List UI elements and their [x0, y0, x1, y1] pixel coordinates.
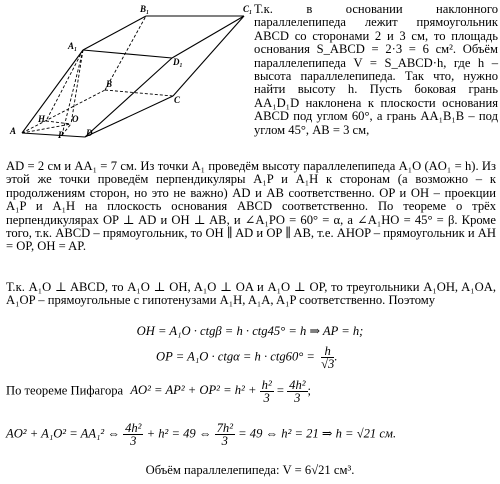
- label-o: O: [72, 114, 79, 124]
- equation-pythagoras: [6, 379, 311, 404]
- edge-d1a1: [83, 50, 172, 58]
- edge-dc: [85, 96, 173, 137]
- label-c: C: [174, 95, 181, 105]
- fraction-h-sqrt3-den: √3: [321, 357, 335, 371]
- equation-oh-text: OH = A₁O · ctgβ = h · ctg45° = h ⇒ AP = h;: [136, 324, 364, 338]
- equation-height-b: + h² = 49 ⇔: [146, 426, 212, 441]
- equation-oh: [0, 323, 500, 339]
- fraction-h2-3-den: 3: [263, 391, 270, 405]
- label-b1: B₁: [140, 4, 150, 14]
- fraction-h2-3-num: h²: [261, 378, 272, 392]
- fraction-h-sqrt3-num: h: [321, 345, 334, 358]
- parallelepiped-figure: [0, 0, 253, 140]
- label-d1: D₁: [173, 57, 183, 67]
- label-a1: A₁: [68, 41, 78, 51]
- pythagoras-left: AO² = AP² + OP² = h² +: [130, 383, 257, 398]
- paragraph-intro: Т.к. в основании наклонного параллелепипеда лежит прямоугольник ABCD со сторонами 2 и 3 см, то площадь основания S_ABCD = 2·3 = 6 см². Объём параллелепипеда V = S_ABCD·h, где h – высота параллелепипеда. Так что, нужно найти высоту h. Пусть боковая грань AA₁D₁D наклонена к плоскости основания ABCD под углом 60°, а грань AA₁B₁B – под углом 45°, AB = 3 см,: [254, 2, 498, 137]
- segment-ho: [46, 121, 71, 124]
- equation-height-a: AO² + A₁O² = AA₁² ⇔: [6, 426, 120, 441]
- final-answer-text: Объём параллелепипеда: V = 6√21 см³.: [145, 463, 355, 477]
- pythagoras-equals: =: [276, 383, 284, 398]
- fraction-4h2-3-num: 4h²: [289, 378, 306, 392]
- parallelepiped-drawing: [0, 0, 253, 140]
- edge-ad: [22, 133, 85, 137]
- label-b: B: [106, 79, 113, 89]
- label-a: A: [10, 126, 17, 136]
- equation-op-left: OP = A₁O · ctgα = h · ctg60° =: [156, 349, 315, 364]
- fraction-4h2-3-b: [123, 422, 143, 447]
- equation-height-c: = 49 ⇔ h² = 21 ⇒ h = √21 см.: [238, 426, 397, 441]
- paragraph-construction: AD = 2 см и AA₁ = 7 см. Из точки A₁ проведём высоту параллелепипеда A₁O (AO₁ = h). Из этой же точки проведём перпендикуляры A₁P и A₁H к сторонам (а возможно – к продолжениям сторон, но это не важно) AD и AB соответственно. OP и OH – проекции A₁P и A₁H на плоскость основания ABCD соответственно. По теореме о трёх перпендикулярах OP ⊥ AD и OH ⊥ AB, и ∠A₁PO = 60° = α, а ∠A₁HO = 45° = β. Кроме того, т.к. ABCD – прямоугольник, то OH ∥ AD и OP ∥ AB, т.е. AHOP – прямоугольник и AH = OP, OH = AP.: [6, 159, 496, 254]
- edge-c1d1: [172, 16, 244, 58]
- final-answer: [0, 463, 500, 478]
- edge-ab-hidden: [22, 90, 105, 133]
- label-c1: C₁: [243, 4, 253, 14]
- fraction-4h2-3-b-num: 4h²: [125, 421, 142, 435]
- equation-op: [156, 345, 337, 370]
- fraction-4h2-3-b-den: 3: [130, 434, 137, 448]
- fraction-h-sqrt3: [321, 345, 334, 370]
- fraction-4h2-3: [287, 379, 307, 404]
- equation-height: [6, 422, 396, 447]
- fraction-7h2-3-den: 3: [221, 434, 228, 448]
- equation-op-end: .: [334, 349, 338, 364]
- pythagoras-label: По теореме Пифагора: [6, 383, 124, 398]
- edge-cc1: [173, 16, 244, 96]
- label-p: P: [58, 130, 64, 140]
- fraction-h2-3: [260, 379, 274, 404]
- edge-dd1: [85, 58, 172, 137]
- fraction-7h2-3-num: 7h²: [216, 421, 233, 435]
- pythagoras-end: ;: [307, 383, 312, 398]
- label-d: D: [86, 128, 93, 138]
- paragraph-triangles: Т.к. A₁O ⊥ ABCD, то A₁O ⊥ OH, A₁O ⊥ OA и A₁O ⊥ OP, то треугольники A₁OH, A₁OA, A₁OP – прямоугольные с гипотенузами A₁H, A₁A, A₁P соответственно. Поэтому: [6, 280, 496, 308]
- fraction-4h2-3-den: 3: [294, 391, 301, 405]
- fraction-7h2-3: [215, 422, 235, 447]
- edge-bc-hidden: [105, 90, 173, 96]
- label-h: H: [38, 114, 46, 124]
